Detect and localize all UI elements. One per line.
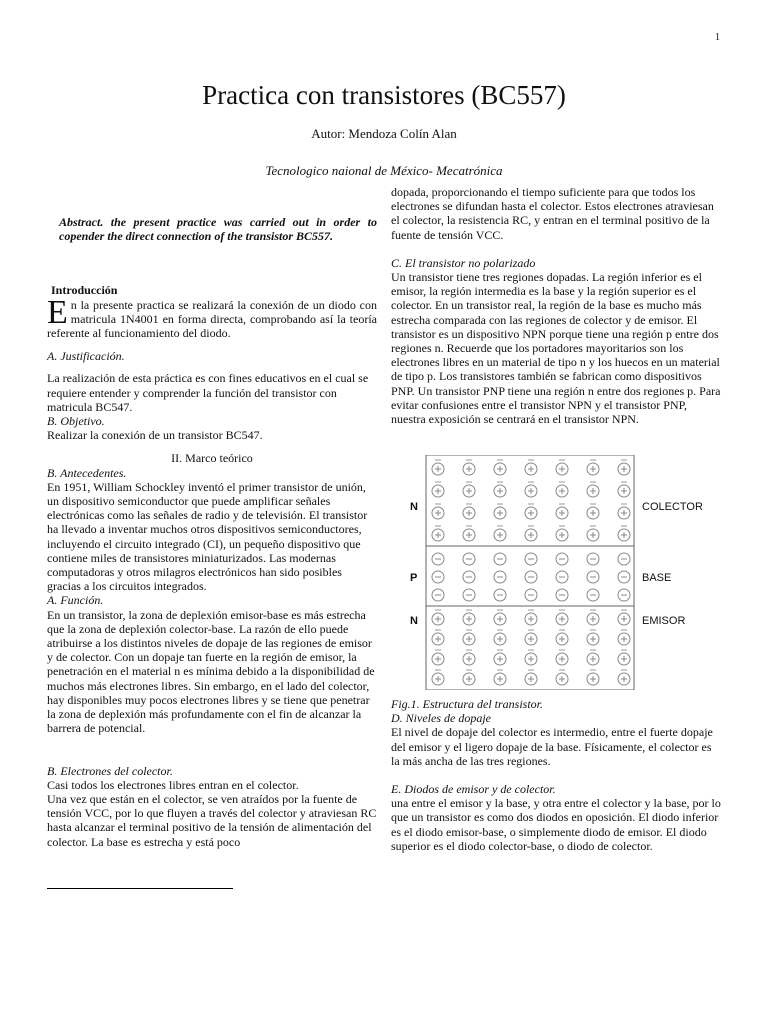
label-base: BASE (642, 572, 672, 584)
marco-heading: II. Marco teórico (171, 451, 253, 466)
page-number: 1 (715, 32, 720, 43)
electrones-continuation: dopada, proporcionando el tiempo suficiente para que todos los electrones se difundan hasta el colector. Estos electrones atraviesan el colector, la resistencia RC, y entran en el terminal positivo de la fuente de tensión VCC. (391, 185, 714, 242)
label-colector: COLECTOR (642, 501, 703, 513)
label-p-mid: P (410, 572, 418, 584)
intro-paragraph (47, 293, 377, 341)
label-emisor: EMISOR (642, 615, 686, 627)
intro-text: n la presente practica se realizará la conexión de un diodo con matricula 1N4001 en forma directa, comprobando así la teoría referente al funcionamiento del diodo. (47, 297, 377, 341)
electrones-text1: Casi todos los electrones libres entran en el colector. (47, 777, 299, 792)
funcion-text: En un transistor, la zona de deplexión emisor-base es más estrecha que la zona de deplexión colector-base. La razón de ello puede atribuirse a los distintos niveles de dopaje de las regiones de emisor y de colector. Con un dopaje tan fuerte en la región de emisor, la penetración en el material n es mínima debido a la disponibilidad de muchos más electrones libres. Sin embargo, en el lado del colector, hay disponibles muy pocos electrones libres y se tiene que penetrar la zona de deplexión más profundamente con el fin de alcanzar la barrera de potencial. (47, 607, 375, 736)
right-column (391, 185, 721, 426)
footnote-rule (47, 888, 233, 889)
right-column-lower (391, 697, 721, 853)
justificacion-heading: A. Justificación. (47, 349, 125, 364)
electrones-heading: B. Electrones del colector. (47, 763, 173, 778)
diodos-heading: E. Diodos de emisor y de colector. (391, 782, 556, 797)
niveles-text: El nivel de dopaje del colector es intermedio, entre el fuerte dopaje del emisor y el ligero dopaje de la base. Físicamente, el colector es la más ancha de las tres regiones. (391, 725, 713, 768)
institution-line: Tecnologico naional de México- Mecatrónica (265, 163, 503, 178)
antecedentes-heading: B. Antecedentes. (47, 465, 127, 480)
niveles-heading: D. Niveles de dopaje (391, 711, 491, 726)
abstract: Abstract. the present practice was carried out in order to copender the direct connection of the transistor BC557. (59, 215, 377, 244)
objetivo-text: Realizar la conexión de un transistor BC547. (47, 428, 263, 443)
electrones-text2: Una vez que están en el colector, se ven atraídos por la fuente de tensión VCC, por lo que fluyen a través del colector y atraviesan RC hasta alcanzar el terminal positivo de la tensión de alimentación del colector. La base es estrecha y está poco (47, 791, 377, 849)
antecedentes-text: En 1951, William Schockley inventó el primer transistor de unión, un dispositivo semiconductor que puede amplificar señales electrónicas como las señales de radio y de televisión. El transistor ha llevado a inventar muchos otros dispositivos semiconductores, incluyendo el circuito integrado (CI), un pequeño dispositivo que contiene miles de transistores miniaturizados. Las modernas computadoras y otros milagros electrónicos han sido posibles gracias a los circuitos integrados. (47, 479, 368, 594)
no-polarizado-heading: C. El transistor no polarizado (391, 255, 536, 270)
figure-caption: Fig.1. Estructura del transistor. (391, 697, 544, 711)
transistor-diagram (392, 455, 642, 690)
intro-heading: Introducción (51, 283, 118, 298)
no-polarizado-text: Un transistor tiene tres regiones dopadas. La región inferior es el emisor, la región intermedia es la base y la región superior es el colector. En un transistor real, la región de la base es mucho más estrecha comparada con las regiones de colector y de emisor. El transistor es un dispositivo NPN porque tiene una región p entre dos regiones n. Recuerde que los portadores mayoritarios son los electrones libres en un material de tipo n y los huecos en un material de tipo p. Los transistores también se fabrican como dispositivos PNP. Un transistor PNP tiene una región n entre dos regiones p. Para evitar confusiones entre el transistor NPN y el transistor PNP, nuestra exposición se centrará en el transistor NPN. (391, 270, 721, 427)
label-n-top: N (410, 501, 418, 513)
drop-cap: E (47, 293, 68, 331)
label-n-bottom: N (410, 615, 418, 627)
author-line: Autor: Mendoza Colín Alan (311, 126, 457, 141)
left-column (47, 215, 377, 849)
carrier-grid (432, 460, 630, 685)
transistor-structure-figure (392, 455, 703, 690)
justificacion-text: La realización de esta práctica es con fines educativos en el cual se requiere entender y comprender la función del transistor con matricula BC547. (47, 371, 369, 414)
objetivo-heading: B. Objetivo. (47, 414, 105, 429)
funcion-heading: A. Función. (47, 593, 104, 608)
diodos-text: una entre el emisor y la base, y otra entre el colector y la base, por lo que un transistor es como dos diodos en oposición. El diodo inferior es el diodo emisor-base, o simplemente diodo de emisor. El diodo superior es el diodo colector-base, o diodo de colector. (391, 796, 721, 853)
paper-title: Practica con transistores (BC557) (202, 80, 566, 110)
